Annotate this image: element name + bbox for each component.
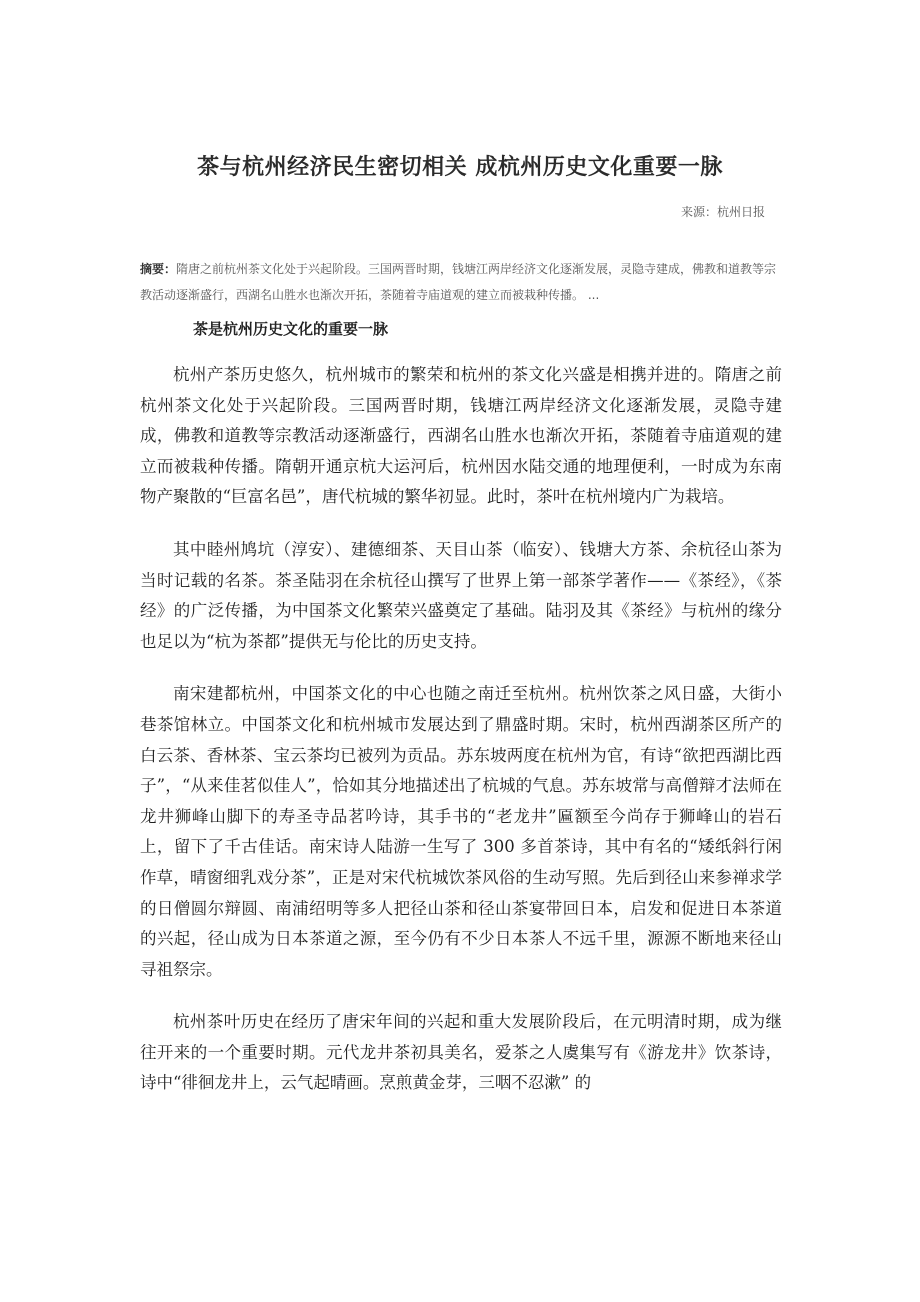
article-title: 茶与杭州经济民生密切相关 成杭州历史文化重要一脉 <box>197 155 723 180</box>
section-heading: 茶是杭州历史文化的重要一脉 <box>193 320 389 338</box>
abstract-label: 摘要： <box>140 262 177 276</box>
body-paragraph: 其中睦州鸠坑（淳安）、建德细茶、天目山茶（临安）、钱塘大方茶、余杭径山茶为当时记载的名茶。茶圣陆羽在余杭径山撰写了世界上第一部茶学著作——《茶经》，《茶经》的广泛传播，为中国茶文化繁荣兴盛奠定了基础。陆羽及其《茶经》与杭州的缘分也足以为“杭为茶都”提供无与伦比的历史支持。 <box>140 539 782 651</box>
body-paragraph: 杭州茶叶历史在经历了唐宋年间的兴起和重大发展阶段后，在元明清时期，成为继往开来的一个重要时期。元代龙井茶初具美名，爱茶之人虞集写有《游龙井》饮茶诗，诗中“徘徊龙井上，云气起晴画。烹煎黄金芽，三咽不忍漱” 的 <box>140 1012 782 1093</box>
article-abstract <box>140 256 780 308</box>
article-body <box>140 360 782 1121</box>
body-paragraph: 杭州产茶历史悠久，杭州城市的繁荣和杭州的茶文化兴盛是相携并进的。隋唐之前杭州茶文化处于兴起阶段。三国两晋时期，钱塘江两岸经济文化逐渐发展，灵隐寺建成，佛教和道教等宗教活动逐渐盛行，西湖名山胜水也渐次开拓，茶随着寺庙道观的建立而被栽种传播。隋朝开通京杭大运河后，杭州因水陆交通的地理便利，一时成为东南物产聚散的“巨富名邑”，唐代杭城的繁华初显。此时，茶叶在杭州境内广为栽培。 <box>140 365 782 507</box>
article-source: 来源：杭州日报 <box>680 205 765 219</box>
abstract-text: 隋唐之前杭州茶文化处于兴起阶段。三国两晋时期，钱塘江两岸经济文化逐渐发展，灵隐寺建成，佛教和道教等宗教活动逐渐盛行，西湖名山胜水也渐次开拓，茶随着寺庙道观的建立而被栽种传播。 ... <box>140 262 777 302</box>
body-paragraph: 南宋建都杭州，中国茶文化的中心也随之南迁至杭州。杭州饮茶之风日盛，大街小巷茶馆林立。中国茶文化和杭州城市发展达到了鼎盛时期。宋时，杭州西湖茶区所产的白云茶、香林茶、宝云茶均已被列为贡品。苏东坡两度在杭州为官，有诗“欲把西湖比西子”，“从来佳茗似佳人”，恰如其分地描述出了杭城的气息。苏东坡常与高僧辩才法师在龙井狮峰山脚下的寿圣寺品茗吟诗，其手书的“老龙井”匾额至今尚存于狮峰山的岩石上，留下了千古佳话。南宋诗人陆游一生写了 300 多首茶诗，其中有名的“矮纸斜行闲作草，晴窗细乳戏分茶”，正是对宋代杭城饮茶风俗的生动写照。先后到径山来参禅求学的日僧圆尔辩圆、南浦绍明等多人把径山茶和径山茶宴带回日本，启发和促进日本茶道的兴起，径山成为日本茶道之源，至今仍有不少日本茶人不远千里，源源不断地来径山寻祖祭宗。 <box>140 684 782 979</box>
